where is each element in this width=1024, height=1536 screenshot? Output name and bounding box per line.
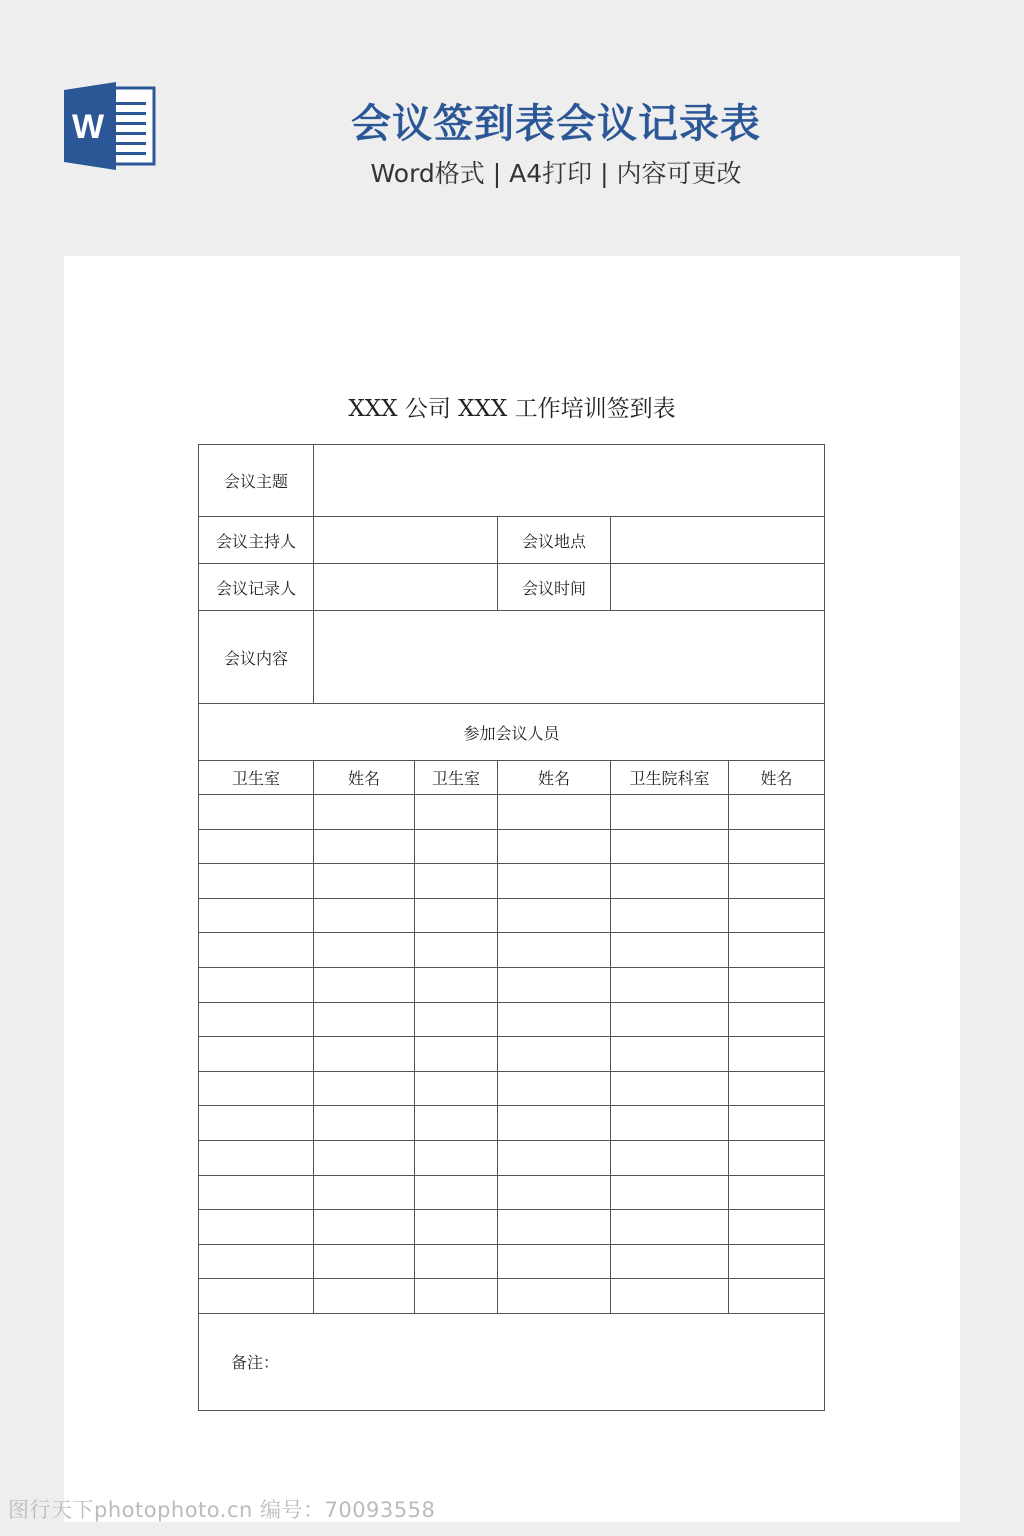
location-value-cell[interactable] [611,517,825,564]
table-row [199,1140,825,1175]
word-document-icon [64,82,156,170]
column-header: 卫生室 [415,761,498,795]
table-row [199,1071,825,1106]
table-cell[interactable] [199,1210,314,1245]
table-cell[interactable] [729,1037,825,1072]
table-cell[interactable] [314,1071,415,1106]
table-cell[interactable] [498,864,611,899]
table-cell[interactable] [199,967,314,1002]
table-cell[interactable] [199,864,314,899]
host-value-cell[interactable] [314,517,498,564]
content-label: 会议内容 [199,611,314,704]
content-value-cell[interactable] [314,611,825,704]
table-cell[interactable] [729,1002,825,1037]
topic-label: 会议主题 [199,445,314,517]
table-cell[interactable] [199,933,314,968]
table-cell[interactable] [498,967,611,1002]
table-cell[interactable] [611,1071,729,1106]
table-cell[interactable] [729,933,825,968]
table-cell[interactable] [729,864,825,899]
table-cell[interactable] [199,1106,314,1141]
table-cell[interactable] [415,1279,498,1314]
table-cell[interactable] [199,829,314,864]
table-row [199,933,825,968]
remarks-row [199,1313,825,1410]
table-cell[interactable] [199,1175,314,1210]
content-row [199,611,825,704]
document-title: XXX 公司 XXX 工作培训签到表 [348,396,676,422]
table-cell[interactable] [415,795,498,830]
word-logo-letter: W [71,108,105,146]
table-cell[interactable] [498,829,611,864]
table-cell[interactable] [498,1210,611,1245]
column-header-row [199,761,825,795]
table-cell[interactable] [415,1037,498,1072]
table-row [199,829,825,864]
table-cell[interactable] [498,1279,611,1314]
table-cell[interactable] [498,1071,611,1106]
table-cell[interactable] [199,1279,314,1314]
table-cell[interactable] [199,1037,314,1072]
table-cell[interactable] [611,1140,729,1175]
page-title: 会议签到表会议记录表 [351,101,761,147]
sign-in-form-table [198,444,825,1411]
table-cell[interactable] [611,898,729,933]
table-row [199,1037,825,1072]
table-cell[interactable] [611,1106,729,1141]
document-page [64,256,960,1522]
table-cell[interactable] [611,1244,729,1279]
table-cell[interactable] [314,829,415,864]
table-row [199,1175,825,1210]
column-header: 姓名 [498,761,611,795]
table-cell[interactable] [415,864,498,899]
table-row [199,1210,825,1245]
table-row [199,967,825,1002]
table-cell[interactable] [314,1002,415,1037]
table-cell[interactable] [498,1106,611,1141]
table-cell[interactable] [314,1244,415,1279]
table-row [199,795,825,830]
topic-value-cell[interactable] [314,445,825,517]
table-cell[interactable] [415,1106,498,1141]
table-cell[interactable] [498,1140,611,1175]
table-cell[interactable] [498,795,611,830]
table-cell[interactable] [314,1037,415,1072]
table-cell[interactable] [199,1071,314,1106]
table-row [199,1002,825,1037]
table-cell[interactable] [498,1244,611,1279]
table-cell[interactable] [729,1175,825,1210]
table-cell[interactable] [729,1244,825,1279]
table-cell[interactable] [729,1106,825,1141]
table-cell[interactable] [729,898,825,933]
topic-row [199,445,825,517]
time-label: 会议时间 [498,564,611,611]
table-cell[interactable] [415,1071,498,1106]
table-cell[interactable] [314,864,415,899]
time-value-cell[interactable] [611,564,825,611]
table-cell[interactable] [415,1002,498,1037]
recorder-label: 会议记录人 [199,564,314,611]
watermark-text: 图行天下photophoto.cn 编号：70093558 [8,1498,436,1522]
attendees-header-row [199,704,825,761]
table-cell[interactable] [611,795,729,830]
table-cell[interactable] [415,1210,498,1245]
table-cell[interactable] [611,1037,729,1072]
table-cell[interactable] [415,1244,498,1279]
recorder-value-cell[interactable] [314,564,498,611]
remarks-label[interactable]: 备注： [199,1313,825,1410]
table-cell[interactable] [611,864,729,899]
recorder-time-row [199,564,825,611]
table-cell[interactable] [314,795,415,830]
table-cell[interactable] [415,967,498,1002]
table-cell[interactable] [415,829,498,864]
table-cell[interactable] [199,1244,314,1279]
table-cell[interactable] [199,1140,314,1175]
table-cell[interactable] [498,1037,611,1072]
table-cell[interactable] [729,1210,825,1245]
host-location-row [199,517,825,564]
header-banner [0,0,1024,250]
table-cell[interactable] [611,933,729,968]
table-cell[interactable] [199,1002,314,1037]
table-cell[interactable] [199,795,314,830]
table-cell[interactable] [729,1140,825,1175]
table-cell[interactable] [314,1175,415,1210]
location-label: 会议地点 [498,517,611,564]
column-header: 卫生院科室 [611,761,729,795]
table-cell[interactable] [611,1279,729,1314]
column-header: 卫生室 [199,761,314,795]
table-cell[interactable] [729,1071,825,1106]
table-cell[interactable] [415,898,498,933]
table-cell[interactable] [415,1175,498,1210]
table-cell[interactable] [611,829,729,864]
table-cell[interactable] [314,933,415,968]
table-row [199,1279,825,1314]
table-cell[interactable] [314,967,415,1002]
column-header: 姓名 [729,761,825,795]
table-cell[interactable] [314,1140,415,1175]
page-subtitle: Word格式 | A4打印 | 内容可更改 [370,159,742,188]
table-cell[interactable] [199,898,314,933]
table-cell[interactable] [314,898,415,933]
table-cell[interactable] [729,829,825,864]
attendees-label: 参加会议人员 [199,704,825,761]
table-row [199,864,825,899]
table-cell[interactable] [498,1175,611,1210]
table-cell[interactable] [729,1279,825,1314]
table-cell[interactable] [611,1002,729,1037]
table-cell[interactable] [729,795,825,830]
table-cell[interactable] [611,1175,729,1210]
table-row [199,898,825,933]
table-row [199,1244,825,1279]
table-cell[interactable] [611,1210,729,1245]
table-row [199,1106,825,1141]
table-cell[interactable] [498,1002,611,1037]
table-cell[interactable] [314,1106,415,1141]
table-cell[interactable] [314,1279,415,1314]
table-cell[interactable] [611,967,729,1002]
column-header: 姓名 [314,761,415,795]
table-cell[interactable] [415,1140,498,1175]
host-label: 会议主持人 [199,517,314,564]
table-cell[interactable] [498,898,611,933]
table-cell[interactable] [415,933,498,968]
table-cell[interactable] [314,1210,415,1245]
table-cell[interactable] [729,967,825,1002]
table-cell[interactable] [498,933,611,968]
